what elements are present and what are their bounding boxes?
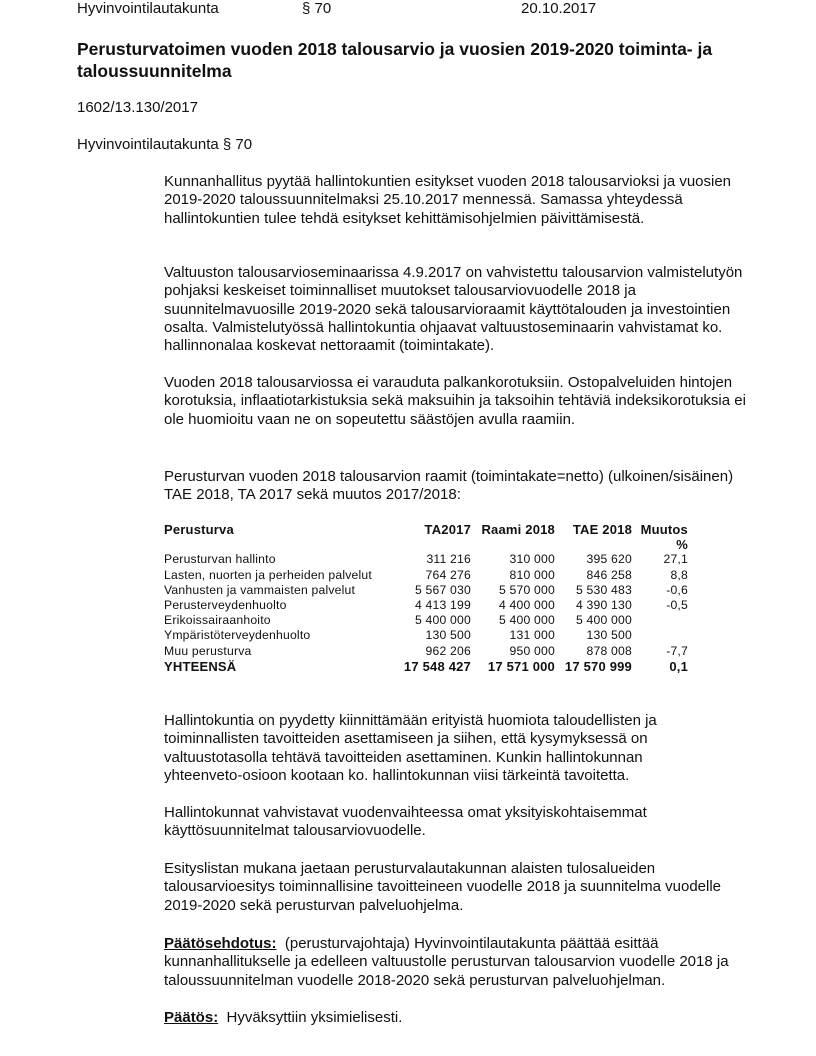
decision bbox=[164, 1009, 764, 1027]
row-label: Muu perusturva bbox=[164, 643, 252, 658]
reference-number: 1602/13.130/2017 bbox=[77, 99, 198, 116]
cell-raami: 810 000 bbox=[509, 567, 555, 582]
table-header-row bbox=[164, 522, 688, 552]
cell-raami: 4 400 000 bbox=[498, 598, 555, 613]
cell-raami: 131 000 bbox=[509, 628, 555, 643]
paragraph-text: Valtuuston talousarvioseminaarissa 4.9.2017 on vahvistettu talousarvion valmistelutyön pohjaksi keskeiset toiminnalliset muutokset talousarviovuodelle 2018 ja suunnitelmavuosille 2019-2020 sekä talousarvioraamit käyttötalouden ja investointien osalta. Valmistelutyössä hallintokuntia ohjaavat valtuustoseminaarin vahvistamat ko. hallinnonalaa koskevat nettoraamit (toimintakate). bbox=[164, 264, 743, 355]
cell-muutos: -0,6 bbox=[666, 582, 688, 597]
row-label: Perusturvan hallinto bbox=[164, 552, 276, 567]
cell-muutos: 8,8 bbox=[670, 567, 688, 582]
paragraph-text: Kunnanhallitus pyytää hallintokuntien esitykset vuoden 2018 talousarvioksi ja vuosien 2019-2020 taloussuunnitelmaksi 25.10.2017 mennessä. Samassa yhteydessä hallintokuntien tulee tehdä esitykset kehittämisohjelmien päivittämisestä. bbox=[164, 173, 732, 227]
table-row bbox=[164, 628, 688, 643]
budget-table bbox=[164, 522, 688, 674]
table-row bbox=[164, 552, 688, 567]
cell-muutos: -0,5 bbox=[666, 598, 688, 613]
cell-tae: 5 530 483 bbox=[575, 582, 632, 597]
paragraph-text: Perusturvan vuoden 2018 talousarvion raamit (toimintakate=netto) (ulkoinen/sisäinen) TAE 2018, TA 2017 sekä muutos 2017/2018: bbox=[164, 468, 734, 504]
total-ta2017: 17 548 427 bbox=[403, 658, 471, 674]
cell-tae: 130 500 bbox=[586, 628, 632, 643]
col-header-perusturva: Perusturva bbox=[164, 522, 234, 537]
cell-muutos bbox=[632, 628, 688, 643]
proposal-text: (perusturvajohtaja) Hyvinvointilautakunta päättää esittää kunnanhallitukselle ja edelleen valtuustolle perusturvan talousarvion vuodelle 2018 ja taloussuunnitelman vuodelle 2018-2020 sekä perusturvan palveluohjelman. bbox=[164, 935, 729, 989]
cell-ta2017: 311 216 bbox=[426, 552, 471, 567]
cell-muutos bbox=[632, 613, 688, 628]
row-label: Erikoissairaanhoito bbox=[164, 613, 271, 628]
cell-raami: 5 400 000 bbox=[498, 613, 555, 628]
col-header-tae-2018: TAE 2018 bbox=[572, 522, 632, 537]
header-committee: Hyvinvointilautakunta bbox=[77, 0, 219, 17]
decision-text: Hyväksyttiin yksimielisesti. bbox=[226, 1009, 403, 1026]
decision-label: Päätös: bbox=[164, 1009, 219, 1026]
cell-ta2017: 130 500 bbox=[425, 628, 471, 643]
paragraph-goals bbox=[164, 712, 724, 785]
cell-muutos: 27,1 bbox=[663, 552, 688, 567]
proposal-label: Päätösehdotus: bbox=[164, 935, 277, 952]
cell-tae: 395 620 bbox=[586, 552, 632, 567]
paragraph-salary bbox=[164, 374, 764, 429]
paragraph-request bbox=[164, 173, 764, 228]
decision-proposal bbox=[164, 935, 754, 990]
cell-ta2017: 764 276 bbox=[425, 567, 471, 582]
document-title: Perusturvatoimen vuoden 2018 talousarvio ja vuosien 2019-2020 toiminta- ja taloussuunnitelma bbox=[77, 39, 713, 81]
paragraph-seminar bbox=[164, 264, 766, 355]
total-raami: 17 571 000 bbox=[487, 658, 555, 674]
col-header-muutos: Muutos % bbox=[640, 522, 688, 553]
table-row bbox=[164, 644, 688, 659]
total-muutos: 0,1 bbox=[669, 658, 688, 674]
cell-ta2017: 962 206 bbox=[425, 643, 471, 658]
row-label: Perusterveydenhuolto bbox=[164, 598, 287, 613]
cell-raami: 5 570 000 bbox=[498, 582, 555, 597]
cell-muutos: -7,7 bbox=[666, 643, 688, 658]
header-date: 20.10.2017 bbox=[521, 0, 597, 17]
table-total-row bbox=[164, 659, 688, 674]
body-heading: Hyvinvointilautakunta § 70 bbox=[77, 136, 253, 153]
paragraph-text: Vuoden 2018 talousarviossa ei varauduta palkankorotuksiin. Ostopalveluiden hintojen korotuksia, inflaatiotarkistuksia sekä maksuihin ja taksoihin tehtäviä indeksikorotuksia ei ole huomioitu vaan ne on sopeutettu säästöjen avulla raamiin. bbox=[164, 374, 746, 428]
row-label: Vanhusten ja vammaisten palvelut bbox=[164, 582, 356, 597]
table-row bbox=[164, 598, 688, 613]
paragraph-text: Hallintokuntia on pyydetty kiinnittämään erityistä huomiota taloudellisten ja toiminnallisten tavoitteiden asettamiseen ja siihen, että kysymyksessä on valtuustotasolla tehtävä tavoitteiden asettaminen. Kunkin hallintokunnan yhteenveto-osioon kootaan ko. hallintokunnan viisi tärkeintä tavoitetta. bbox=[164, 712, 657, 784]
row-label: Lasten, nuorten ja perheiden palvelut bbox=[164, 567, 372, 582]
cell-ta2017: 5 567 030 bbox=[414, 582, 471, 597]
total-label: YHTEENSÄ bbox=[164, 658, 237, 674]
total-tae: 17 570 999 bbox=[564, 658, 632, 674]
paragraph-plans bbox=[164, 804, 704, 841]
paragraph-text: Esityslistan mukana jaetaan perusturvalautakunnan alaisten tulosalueiden talousarvioesitys toiminnallisine tavoitteineen vuodelle 2018 ja suunnitelma vuodelle 2019-2020 sekä perusturvan palveluohjelma. bbox=[164, 860, 722, 914]
paragraph-text: Hallintokunnat vahvistavat vuodenvaihteessa omat yksityiskohtaisemmat käyttösuunnitelmat talousarviovuodelle. bbox=[164, 804, 647, 840]
table-row bbox=[164, 568, 688, 583]
col-header-ta2017: TA2017 bbox=[424, 522, 471, 537]
cell-tae: 4 390 130 bbox=[575, 598, 632, 613]
cell-raami: 310 000 bbox=[509, 552, 555, 567]
cell-tae: 878 008 bbox=[586, 643, 632, 658]
paragraph-table-intro bbox=[164, 468, 734, 505]
paragraph-agenda bbox=[164, 860, 724, 915]
cell-ta2017: 4 413 199 bbox=[414, 598, 471, 613]
table-row bbox=[164, 583, 688, 598]
table-row bbox=[164, 613, 688, 628]
col-header-raami-2018: Raami 2018 bbox=[481, 522, 555, 537]
cell-raami: 950 000 bbox=[509, 643, 555, 658]
header-section: § 70 bbox=[302, 0, 332, 17]
cell-tae: 5 400 000 bbox=[575, 613, 632, 628]
cell-ta2017: 5 400 000 bbox=[414, 613, 471, 628]
cell-tae: 846 258 bbox=[586, 567, 632, 582]
row-label: Ympäristöterveydenhuolto bbox=[164, 628, 311, 643]
